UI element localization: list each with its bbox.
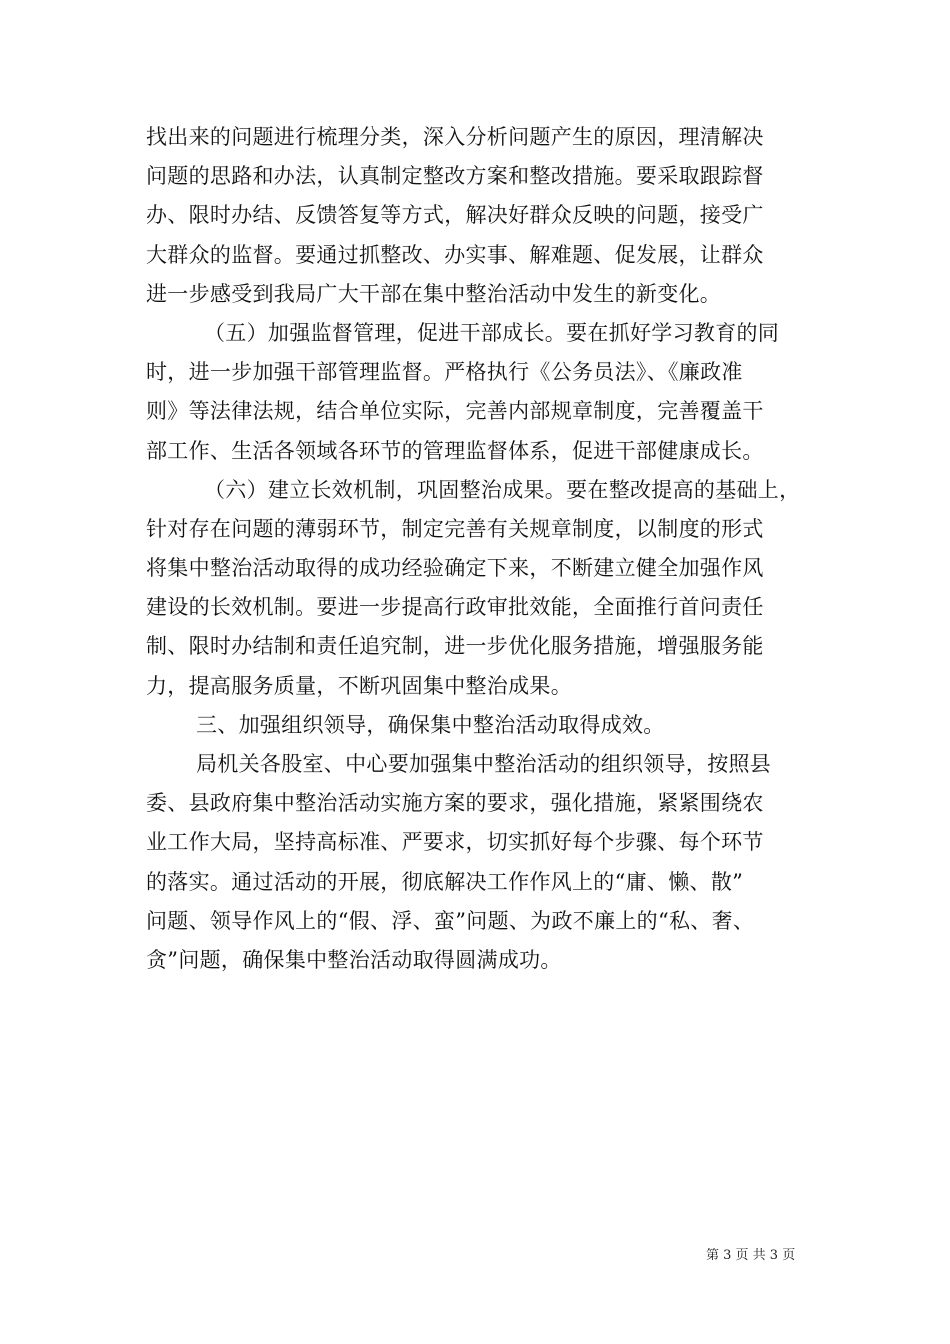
text-line: 问题的思路和办法，认真制定整改方案和整改措施。要采取跟踪督 [146, 164, 764, 189]
text-line: 时，进一步加强干部管理监督。严格执行《公务员法》、《廉政准 [146, 360, 743, 385]
text-line: 的落实。通过活动的开展，彻底解决工作作风上的“庸、懒、散” [146, 869, 744, 894]
text-line: 办、限时办结、反馈答复等方式，解决好群众反映的问题，接受广 [146, 203, 764, 228]
text-line: 制、限时办结制和责任追究制，进一步优化服务措施，增强服务能 [146, 634, 764, 659]
section-heading-three: 三、加强组织领导，确保集中整治活动取得成效。 [196, 712, 665, 737]
text-line: 贪”问题，确保集中整治活动取得圆满成功。 [146, 947, 562, 972]
text-line: 问题、领导作风上的“假、浮、蛮”问题、为政不廉上的“私、奢、 [146, 908, 755, 933]
text-line: 部工作、生活各领域各环节的管理监督体系，促进干部健康成长。 [146, 438, 764, 463]
text-line: 力，提高服务质量，不断巩固集中整治成果。 [146, 673, 572, 698]
text-line: 业工作大局，坚持高标准、严要求，切实抓好每个步骤、每个环节 [146, 830, 764, 855]
text-line: 找出来的问题进行梳理分类，深入分析问题产生的原因，理清解决 [146, 125, 764, 149]
text-line: 进一步感受到我局广大干部在集中整治活动中发生的新变化。 [146, 281, 722, 306]
text-line: 将集中整治活动取得的成功经验确定下来，不断建立健全加强作风 [146, 556, 764, 581]
paragraph-start: 局机关各股室、中心要加强集中整治活动的组织领导，按照县 [196, 752, 772, 776]
text-line: 建设的长效机制。要进一步提高行政审批效能，全面推行首问责任 [146, 595, 764, 620]
text-line: 委、县政府集中整治活动实施方案的要求，强化措施，紧紧围绕农 [146, 791, 764, 816]
paragraph-heading-six: （六）建立长效机制，巩固整治成果。要在整改提高的基础上， [204, 477, 801, 502]
text-line: 大群众的监督。要通过抓整改、办实事、解难题、促发展，让群众 [146, 242, 764, 267]
text-line: 针对存在问题的薄弱环节，制定完善有关规章制度，以制度的形式 [146, 516, 764, 541]
text-line: 则》等法律法规，结合单位实际，完善内部规章制度，完善覆盖干 [146, 399, 764, 424]
paragraph-heading-five: （五）加强监督管理，促进干部成长。要在抓好学习教育的同 [204, 320, 780, 345]
page-number-footer: 第 3 页 共 3 页 [706, 1248, 796, 1263]
document-body [146, 118, 806, 980]
